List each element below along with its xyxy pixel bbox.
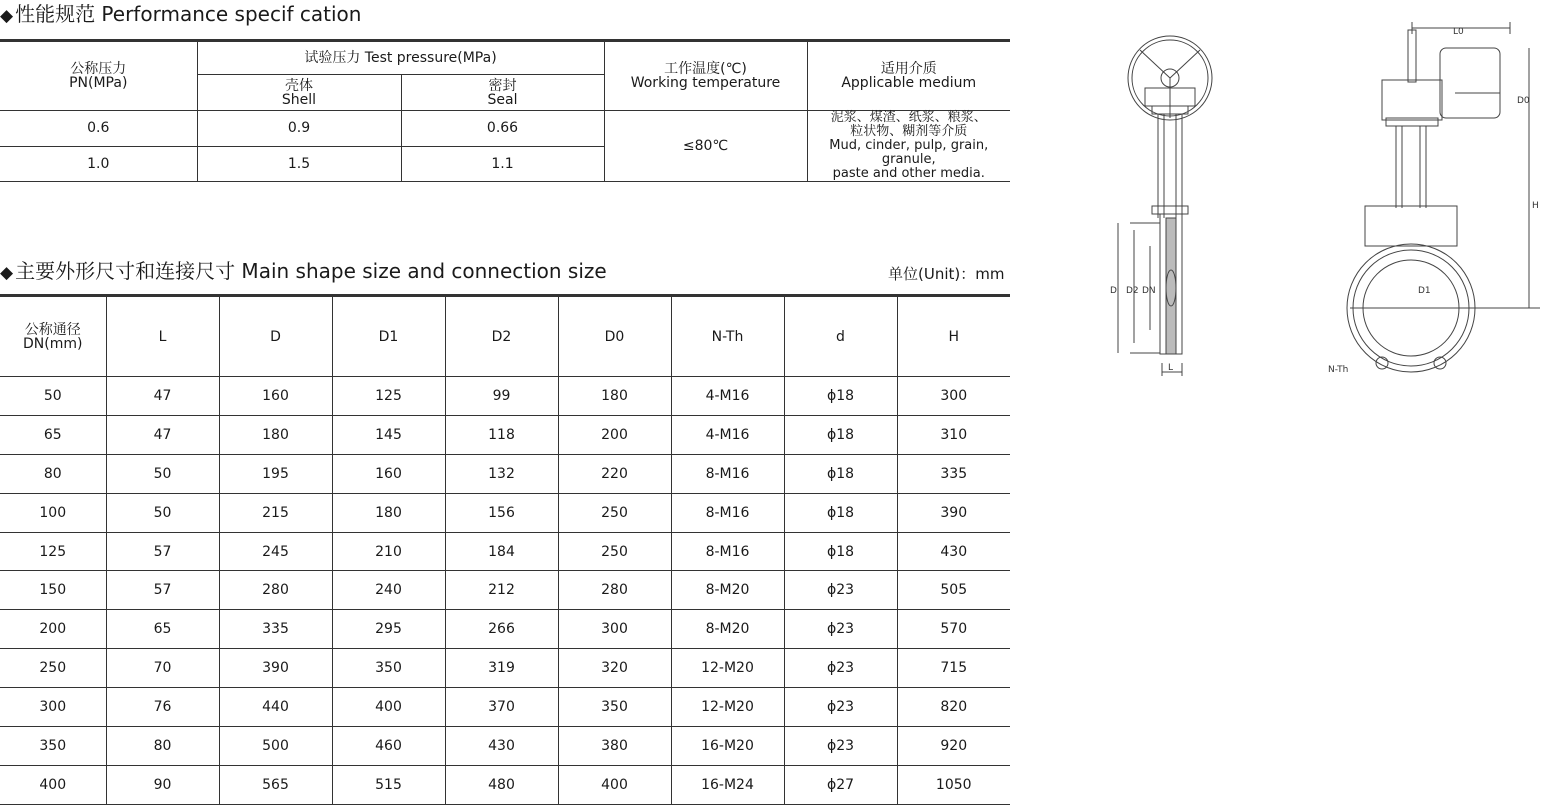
table-cell: 8-M16 xyxy=(671,493,784,532)
temp-header: 工作温度(℃) Working temperature xyxy=(604,41,807,111)
table-cell: 212 xyxy=(445,571,558,610)
table-cell: 200 xyxy=(558,415,671,454)
label-H: H xyxy=(1532,201,1539,211)
table-cell: ϕ18 xyxy=(784,532,897,571)
table-cell: 132 xyxy=(445,454,558,493)
unit-label: 单位(Unit)：mm xyxy=(888,265,1005,283)
column-header: d xyxy=(784,296,897,377)
table-cell: 16-M20 xyxy=(671,727,784,766)
table-cell: 400 xyxy=(0,765,106,804)
table-cell: 65 xyxy=(106,610,219,649)
table-cell: 300 xyxy=(558,610,671,649)
table-cell: 300 xyxy=(897,377,1010,416)
table-cell: ϕ18 xyxy=(784,454,897,493)
table-cell: 335 xyxy=(219,610,332,649)
table-cell: 47 xyxy=(106,377,219,416)
table-cell: 4-M16 xyxy=(671,377,784,416)
diamond-icon: ◆ xyxy=(0,6,14,26)
seal-cell: 1.1 xyxy=(401,146,604,182)
table-cell: 266 xyxy=(445,610,558,649)
table-cell: 150 xyxy=(0,571,106,610)
table-cell: 76 xyxy=(106,688,219,727)
table-cell: 80 xyxy=(106,727,219,766)
table-cell: 390 xyxy=(897,493,1010,532)
table-row xyxy=(0,727,1010,766)
dn-header: 公称通径 DN(mm) xyxy=(0,296,106,377)
column-header: N-Th xyxy=(671,296,784,377)
table-row xyxy=(0,765,1010,804)
label-L: L xyxy=(1168,363,1174,373)
pn-header: 公称压力 PN(MPa) xyxy=(0,41,197,111)
valve-drawing xyxy=(1100,18,1550,388)
table-cell: 245 xyxy=(219,532,332,571)
table-cell: 47 xyxy=(106,415,219,454)
table-cell: 460 xyxy=(332,727,445,766)
table-cell: 184 xyxy=(445,532,558,571)
table-cell: 156 xyxy=(445,493,558,532)
table-cell: 480 xyxy=(445,765,558,804)
column-header: D xyxy=(219,296,332,377)
column-header: L xyxy=(106,296,219,377)
table-cell: 8-M16 xyxy=(671,532,784,571)
seal-cell: 0.66 xyxy=(401,111,604,147)
table-cell: 125 xyxy=(332,377,445,416)
shell-cell: 1.5 xyxy=(197,146,401,182)
table-cell: 570 xyxy=(897,610,1010,649)
table-cell: 8-M20 xyxy=(671,571,784,610)
medium-cell: 泥浆、煤渣、纸浆、粮浆、 粒状物、糊剂等介质 Mud, cinder, pulp, grain, granule, paste and other media. xyxy=(807,111,1010,182)
medium-header: 适用介质 Applicable medium xyxy=(807,41,1010,111)
table-cell: 505 xyxy=(897,571,1010,610)
table-cell: 65 xyxy=(0,415,106,454)
table-cell: 350 xyxy=(0,727,106,766)
shell-header: 壳体 Shell xyxy=(197,75,401,111)
table-cell: 118 xyxy=(445,415,558,454)
performance-table xyxy=(0,39,1010,182)
table-cell: 1050 xyxy=(897,765,1010,804)
section2-title: ◆ 主要外形尺寸和连接尺寸 Main shape size and connection size xyxy=(0,259,607,283)
table-cell: 99 xyxy=(445,377,558,416)
table-cell: 820 xyxy=(897,688,1010,727)
table-row xyxy=(0,111,1010,147)
table-cell: 715 xyxy=(897,649,1010,688)
table-cell: 90 xyxy=(106,765,219,804)
table-cell: 390 xyxy=(219,649,332,688)
pn-cell: 1.0 xyxy=(0,146,197,182)
table-cell: 400 xyxy=(332,688,445,727)
table-cell: 400 xyxy=(558,765,671,804)
shell-cell: 0.9 xyxy=(197,111,401,147)
table-cell: 210 xyxy=(332,532,445,571)
table-cell: 280 xyxy=(558,571,671,610)
table-cell: ϕ18 xyxy=(784,415,897,454)
table-cell: 160 xyxy=(332,454,445,493)
pn-cell: 0.6 xyxy=(0,111,197,147)
table-row xyxy=(0,377,1010,416)
table-cell: ϕ18 xyxy=(784,377,897,416)
table-cell: ϕ23 xyxy=(784,610,897,649)
table-cell: 50 xyxy=(106,454,219,493)
table-cell: 430 xyxy=(897,532,1010,571)
table-cell: 380 xyxy=(558,727,671,766)
label-D0: D0 xyxy=(1517,96,1530,106)
table-cell: 180 xyxy=(219,415,332,454)
table-cell: 220 xyxy=(558,454,671,493)
table-cell: 100 xyxy=(0,493,106,532)
table-cell: 565 xyxy=(219,765,332,804)
label-D2: D2 xyxy=(1126,286,1139,296)
table-cell: 280 xyxy=(219,571,332,610)
table-row xyxy=(0,454,1010,493)
table-cell: 320 xyxy=(558,649,671,688)
table-cell: 180 xyxy=(332,493,445,532)
table-cell: 515 xyxy=(332,765,445,804)
table-cell: 920 xyxy=(897,727,1010,766)
label-L0: L0 xyxy=(1453,27,1464,37)
temp-cell: ≤80℃ xyxy=(604,111,807,182)
table-cell: 16-M24 xyxy=(671,765,784,804)
table-cell: ϕ23 xyxy=(784,571,897,610)
valve-side-view xyxy=(1118,36,1212,376)
table-cell: 440 xyxy=(219,688,332,727)
table-cell: 145 xyxy=(332,415,445,454)
table-cell: 125 xyxy=(0,532,106,571)
table-cell: 250 xyxy=(558,493,671,532)
table-cell: 12-M20 xyxy=(671,649,784,688)
table-cell: 8-M16 xyxy=(671,454,784,493)
table-cell: 319 xyxy=(445,649,558,688)
table-cell: 350 xyxy=(558,688,671,727)
table-cell: 200 xyxy=(0,610,106,649)
column-header: H xyxy=(897,296,1010,377)
test-pressure-header: 试验压力 Test pressure(MPa) xyxy=(197,41,604,75)
table-cell: 80 xyxy=(0,454,106,493)
table-cell: 500 xyxy=(219,727,332,766)
table-cell: 310 xyxy=(897,415,1010,454)
table-cell: ϕ27 xyxy=(784,765,897,804)
valve-front-view xyxy=(1347,22,1540,372)
table-cell: 300 xyxy=(0,688,106,727)
table-cell: 335 xyxy=(897,454,1010,493)
table-cell: 370 xyxy=(445,688,558,727)
table-cell: 195 xyxy=(219,454,332,493)
table-cell: 50 xyxy=(106,493,219,532)
table-cell: 250 xyxy=(0,649,106,688)
table-row xyxy=(0,415,1010,454)
table-cell: 295 xyxy=(332,610,445,649)
table-cell: 350 xyxy=(332,649,445,688)
dimensions-table xyxy=(0,294,1010,805)
label-DN: DN xyxy=(1142,286,1156,296)
table-cell: ϕ23 xyxy=(784,688,897,727)
seal-header: 密封 Seal xyxy=(401,75,604,111)
table-cell: 70 xyxy=(106,649,219,688)
table-row xyxy=(0,649,1010,688)
table-cell: 240 xyxy=(332,571,445,610)
column-header: D2 xyxy=(445,296,558,377)
table-cell: 4-M16 xyxy=(671,415,784,454)
section1-title: ◆ 性能规范 Performance specif cation xyxy=(0,2,362,26)
table-cell: ϕ23 xyxy=(784,649,897,688)
table-cell: 8-M20 xyxy=(671,610,784,649)
table-row xyxy=(0,532,1010,571)
table-cell: 180 xyxy=(558,377,671,416)
table-row xyxy=(0,688,1010,727)
label-D: D xyxy=(1110,286,1117,296)
table-cell: 430 xyxy=(445,727,558,766)
table-cell: 160 xyxy=(219,377,332,416)
table-cell: 57 xyxy=(106,571,219,610)
table-cell: 215 xyxy=(219,493,332,532)
label-D1: D1 xyxy=(1418,286,1431,296)
column-header: D1 xyxy=(332,296,445,377)
table-row xyxy=(0,493,1010,532)
table-cell: 57 xyxy=(106,532,219,571)
diamond-icon: ◆ xyxy=(0,263,14,283)
table-cell: ϕ18 xyxy=(784,493,897,532)
table-row xyxy=(0,610,1010,649)
table-cell: 250 xyxy=(558,532,671,571)
table-cell: 12-M20 xyxy=(671,688,784,727)
table-row xyxy=(0,571,1010,610)
label-NTh: N-Th xyxy=(1328,365,1349,375)
column-header: D0 xyxy=(558,296,671,377)
table-cell: 50 xyxy=(0,377,106,416)
table-cell: ϕ23 xyxy=(784,727,897,766)
